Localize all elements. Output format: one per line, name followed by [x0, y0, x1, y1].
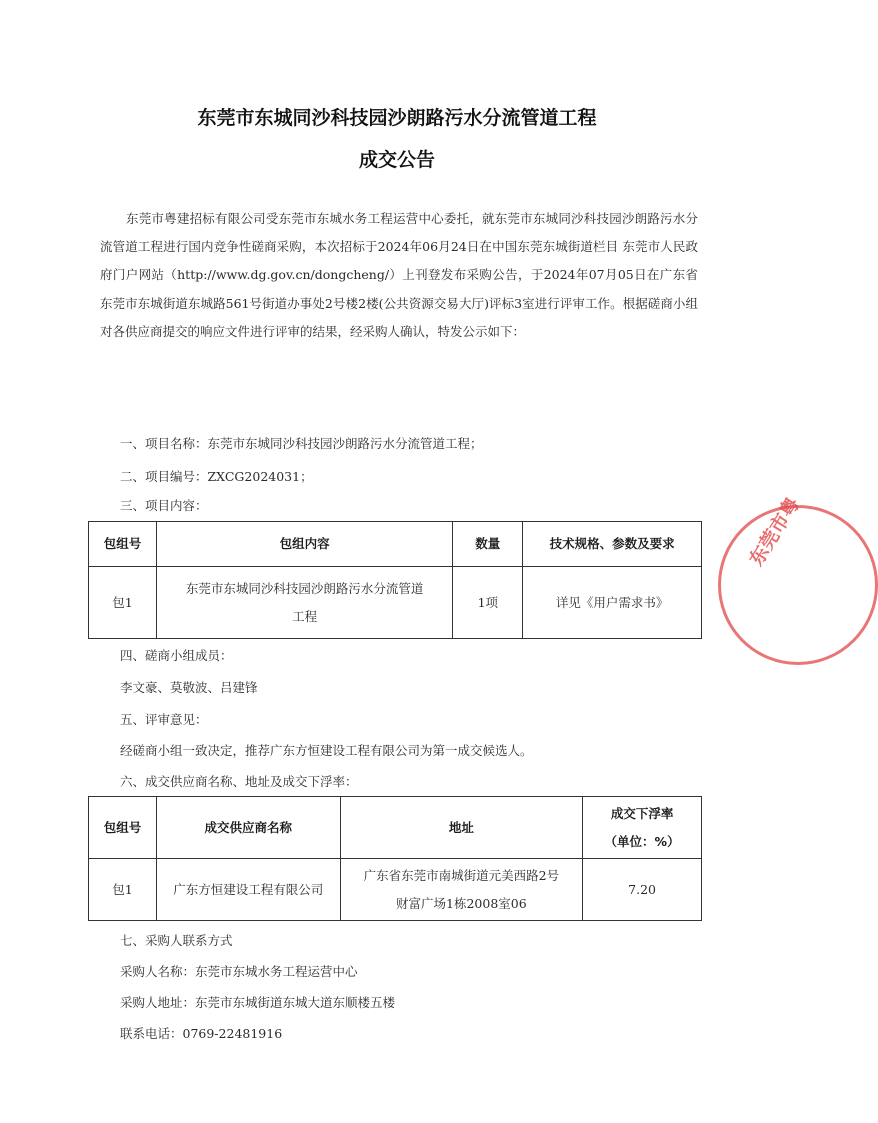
- document-title: 东莞市东城同沙科技园沙朗路污水分流管道工程: [197, 107, 597, 129]
- header-address: 地址: [340, 797, 583, 859]
- section-project-name: 一、项目名称：东莞市东城同沙科技园沙朗路污水分流管道工程；: [120, 436, 483, 451]
- cell-address-line1: 广东省东莞市南城街道元美西路2号: [363, 867, 560, 883]
- table-header-row: [89, 522, 702, 567]
- section-panel-members: 四、磋商小组成员：: [120, 648, 233, 663]
- table-header-row: [89, 797, 702, 859]
- header-rate-unit: （单位：%）: [604, 833, 680, 849]
- cell-address-line2: 财富广场1栋2008室06: [396, 895, 527, 911]
- section-contact: 七、采购人联系方式: [120, 933, 233, 948]
- intro-paragraph: 东莞市粤建招标有限公司受东莞市东城水务工程运营中心委托，就东莞市东城同沙科技园沙朗路污水分流管道工程进行国内竞争性磋商采购，本次招标于2024年06月24日在中国东莞东城街道栏目 东莞市人民政府门户网站（http://www.dg.gov.cn/dongcheng/）上刊登发布采购公告，于2024年07月05日在广东省东莞市东城街道东城路561号街道办事处2号楼2楼(公共资源交易大厅)评标3室进行评审工作。根据磋商小组对各供应商提交的响应文件进行评审的结果，经采购人确认，特发公示如下：: [100, 211, 698, 339]
- review-opinion-text: 经磋商小组一致决定，推荐广东方恒建设工程有限公司为第一成交候选人。: [120, 743, 533, 758]
- header-supplier: 成交供应商名称: [156, 797, 340, 859]
- header-requirements: 技术规格、参数及要求: [523, 522, 702, 567]
- panel-members-list: 李文豪、莫敬波、吕建锋: [120, 680, 258, 695]
- cell-rate: 7.20: [583, 859, 702, 921]
- header-package: 包组号: [89, 522, 157, 567]
- project-content-table: [88, 521, 702, 639]
- cell-content-line2: 工程: [292, 608, 318, 624]
- section-project-number: 二、项目编号：ZXCG2024031；: [120, 469, 313, 484]
- section-review-opinion: 五、评审意见：: [120, 712, 208, 727]
- cell-package: 包1: [89, 567, 157, 639]
- official-seal-text: 东莞市粤: [745, 493, 805, 570]
- award-table: [88, 796, 702, 921]
- contact-name: 采购人名称：东莞市东城水务工程运营中心: [120, 964, 358, 979]
- cell-package: 包1: [89, 859, 157, 921]
- cell-content: [156, 567, 452, 639]
- table-row: [89, 859, 702, 921]
- contact-phone: 联系电话：0769-22481916: [120, 1026, 283, 1041]
- section-project-content: 三、项目内容：: [120, 498, 208, 513]
- header-rate-label: 成交下浮率: [610, 805, 674, 821]
- section-award-info: 六、成交供应商名称、地址及成交下浮率：: [120, 774, 358, 789]
- header-rate: [583, 797, 702, 859]
- header-quantity: 数量: [453, 522, 523, 567]
- cell-content-line1: 东莞市东城同沙科技园沙朗路污水分流管道: [185, 580, 424, 596]
- cell-supplier: 广东方恒建设工程有限公司: [156, 859, 340, 921]
- cell-requirements: 详见《用户需求书》: [523, 567, 702, 639]
- cell-quantity: 1项: [453, 567, 523, 639]
- document-subtitle: 成交公告: [358, 149, 435, 171]
- official-seal: [718, 505, 878, 665]
- table-row: [89, 567, 702, 639]
- header-package: 包组号: [89, 797, 157, 859]
- contact-address: 采购人地址：东莞市东城街道东城大道东顺楼五楼: [120, 995, 396, 1010]
- cell-address: [340, 859, 583, 921]
- header-content: 包组内容: [156, 522, 452, 567]
